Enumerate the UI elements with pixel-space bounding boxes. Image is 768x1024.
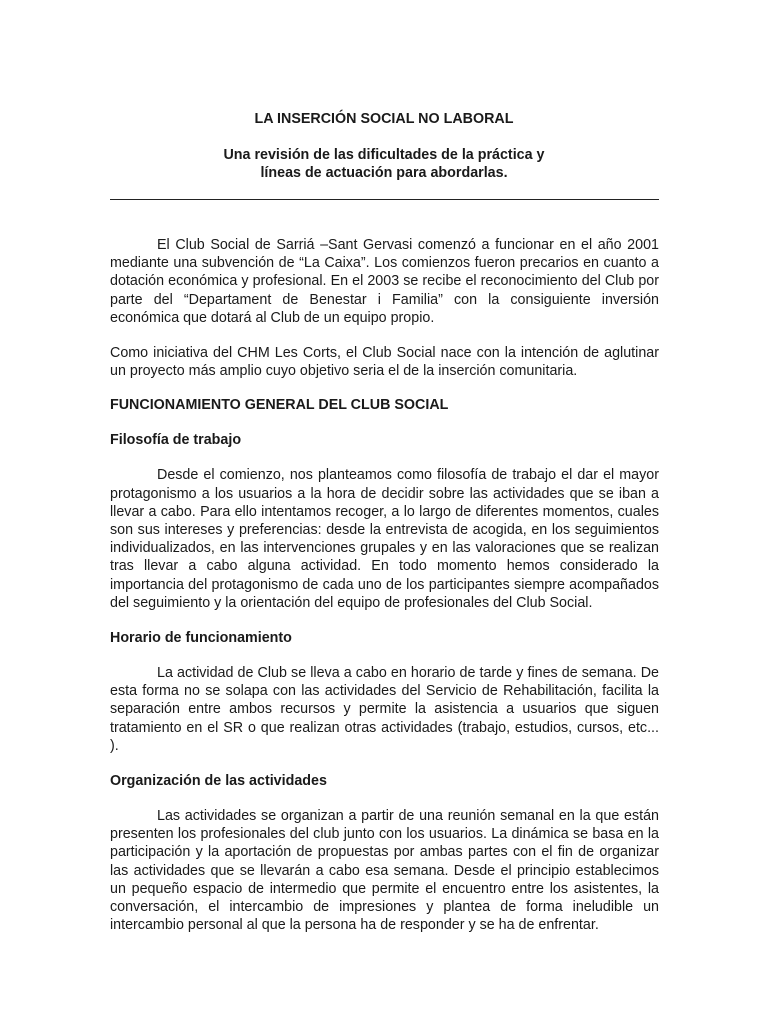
subsection-paragraph-horario: La actividad de Club se lleva a cabo en horario de tarde y fines de semana. De esta forma no se solapa con las actividades del Servicio de Rehabilitación, facilita la separación entre ambos recursos y permite la asistencia a usuarios que siguen tratamiento en el SR o que realizan otras actividades (trabajo, estudios, cursos, etc... ). bbox=[110, 665, 659, 754]
document-body bbox=[110, 236, 659, 934]
subtitle-line-2: líneas de actuación para abordarlas. bbox=[260, 164, 508, 181]
horizontal-rule bbox=[110, 199, 659, 200]
subtitle-line-1: Una revisión de las dificultades de la práctica y bbox=[223, 147, 545, 163]
intro-paragraph-1: El Club Social de Sarriá –Sant Gervasi comenzó a funcionar en el año 2001 mediante una subvención de “La Caixa”. Los comienzos fueron precarios en cuanto a dotación económica y profesional. En el 2003 se recibe el reconocimiento del Club por parte del “Departament de Benestar i Familia” con la consiguiente inversión económica que dotará al Club de un equipo propio. bbox=[110, 237, 659, 326]
document-title: LA INSERCIÓN SOCIAL NO LABORAL bbox=[254, 111, 514, 127]
subsection-heading-horario: Horario de funcionamiento bbox=[110, 630, 292, 647]
subsection-heading-filosofia: Filosofía de trabajo bbox=[110, 432, 242, 449]
document-subtitle bbox=[110, 147, 658, 182]
subsection-heading-organizacion: Organización de las actividades bbox=[110, 773, 327, 790]
section-heading: FUNCIONAMIENTO GENERAL DEL CLUB SOCIAL bbox=[110, 397, 449, 414]
subsection-paragraph-organizacion: Las actividades se organizan a partir de una reunión semanal en la que están presenten los profesionales del club junto con los usuarios. La dinámica se basa en la participación y la aportación de propuestas por ambas partes con el fin de organizar las actividades que se llevarán a cabo esa semana. Desde el principio establecimos un pequeño espacio de intermedio que permite el encuentro entre los asistentes, la conversación, el intercambio de impresiones y plantea de forma ineludible un intercambio personal al que la persona ha de responder y se ha de enfrentar. bbox=[110, 808, 659, 934]
intro-paragraph-2: Como iniciativa del CHM Les Corts, el Club Social nace con la intención de aglutinar un proyecto más amplio cuyo objetivo seria el de la inserción comunitaria. bbox=[110, 345, 659, 380]
subsection-paragraph-filosofia: Desde el comienzo, nos planteamos como filosofía de trabajo el dar el mayor protagonismo a los usuarios a la hora de decidir sobre las actividades que se iban a llevar a cabo. Para ello intentamos recoger, a lo largo de diferentes momentos, cuales son sus intereses y preferencias: desde la entrevista de acogida, en los seguimientos individualizados, en las intervenciones grupales y en las valoraciones que se realizan tras llevar a cabo alguna actividad. En todo momento hemos considerado la importancia del protagonismo de cada uno de los participantes siempre acompañados del seguimiento y la orientación del equipo de profesionales del Club Social. bbox=[110, 467, 659, 611]
